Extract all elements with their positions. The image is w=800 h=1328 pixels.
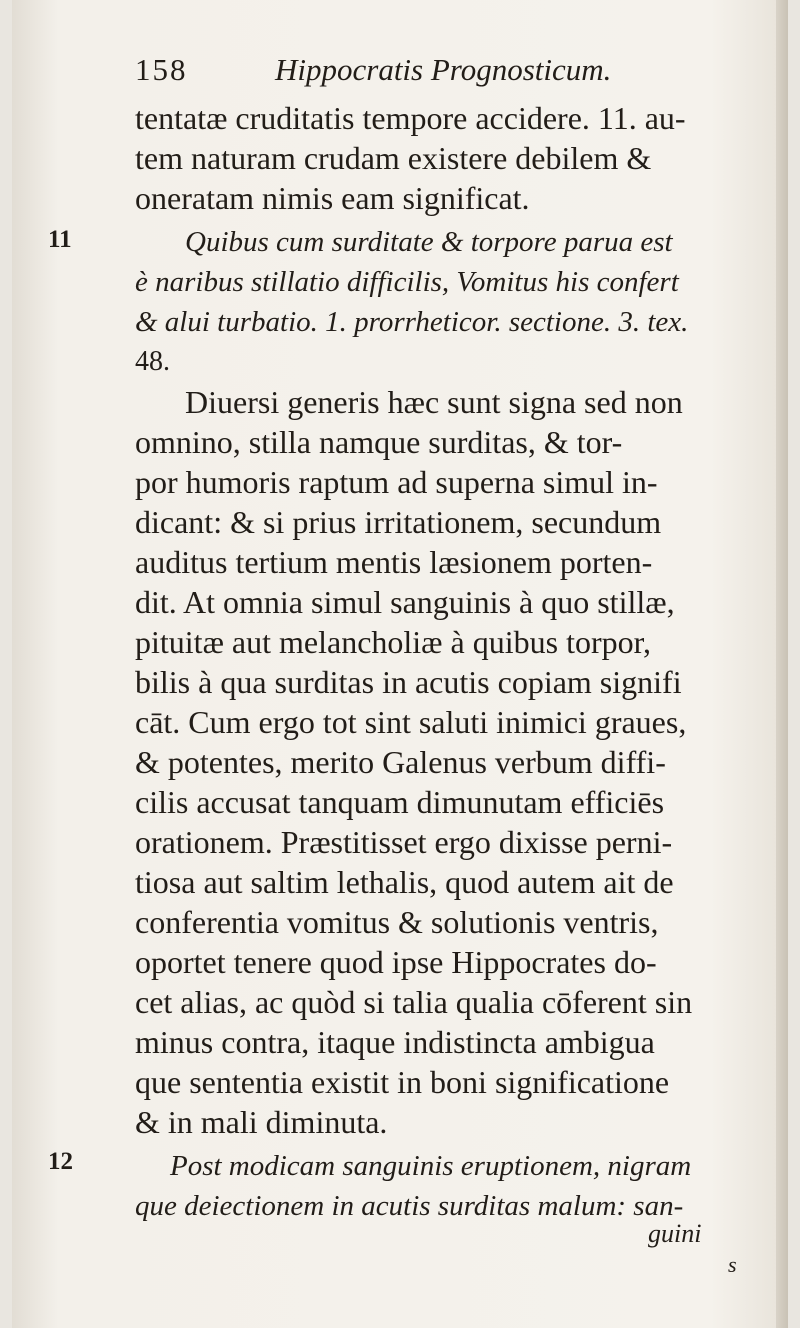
running-head [135,52,735,96]
text-line: cilis accusat tanquam dimunutam efficiēs [135,784,665,820]
aphorism-line: Post modicam sanguinis eruptionem, nigram [170,1150,692,1182]
text-line: tem naturam crudam existere debilem & [135,140,652,176]
text-line: pituitæ aut melancholiæ à quibus torpor, [135,624,651,660]
text-line: dicant: & si prius irritationem, secundum [135,504,662,540]
text-line: & potentes, merito Galenus verbum diffi- [135,744,666,780]
aphorism-line: Quibus cum surditate & torpore parua est [185,226,673,258]
text-line: Diuersi generis hæc sunt signa sed non [185,384,683,420]
margin-section-number: 11 [48,226,72,253]
text-line: auditus tertium mentis læsionem porten- [135,544,653,580]
signature-mark: s [728,1252,737,1277]
text-line: 48. [135,346,170,377]
text-line: & in mali diminuta. [135,1104,388,1140]
text-line: oneratam nimis eam significat. [135,180,530,216]
text-line: bilis à qua surditas in acutis copiam signifi [135,664,682,700]
text-line: omnino, stilla namque surditas, & tor- [135,424,623,460]
text-line: tiosa aut saltim lethalis, quod autem ait de [135,864,674,900]
text-line: que sententia existit in boni significatione [135,1064,670,1100]
margin-section-number: 12 [48,1148,73,1175]
text-line: cāt. Cum ergo tot sint saluti inimici graues, [135,704,687,740]
running-title: Hippocratis Prognosticum. [275,52,612,87]
aphorism-line: & alui turbatio. 1. prorrheticor. sectione. 3. tex. [135,306,689,338]
page-edge [776,0,788,1328]
text-line: oportet tenere quod ipse Hippocrates do- [135,944,657,980]
aphorism-line: que deiectionem in acutis surditas malum: san- [135,1190,684,1222]
page-number: 158 [135,52,188,87]
text-line: por humoris raptum ad superna simul in- [135,464,658,500]
text-line: cet alias, ac quòd si talia qualia cōferent sin [135,984,693,1020]
text-line: minus contra, itaque indistincta ambigua [135,1024,655,1060]
text-line: dit. At omnia simul sanguinis à quo stillæ, [135,584,675,620]
text-line: conferentia vomitus & solutionis ventris, [135,904,659,940]
text-line: orationem. Præstitisset ergo dixisse perni- [135,824,673,860]
catchword: guini [648,1219,702,1248]
aphorism-line: è naribus stillatio difficilis, Vomitus his confert [135,266,679,298]
text-line: tentatæ cruditatis tempore accidere. 11. au- [135,100,686,136]
